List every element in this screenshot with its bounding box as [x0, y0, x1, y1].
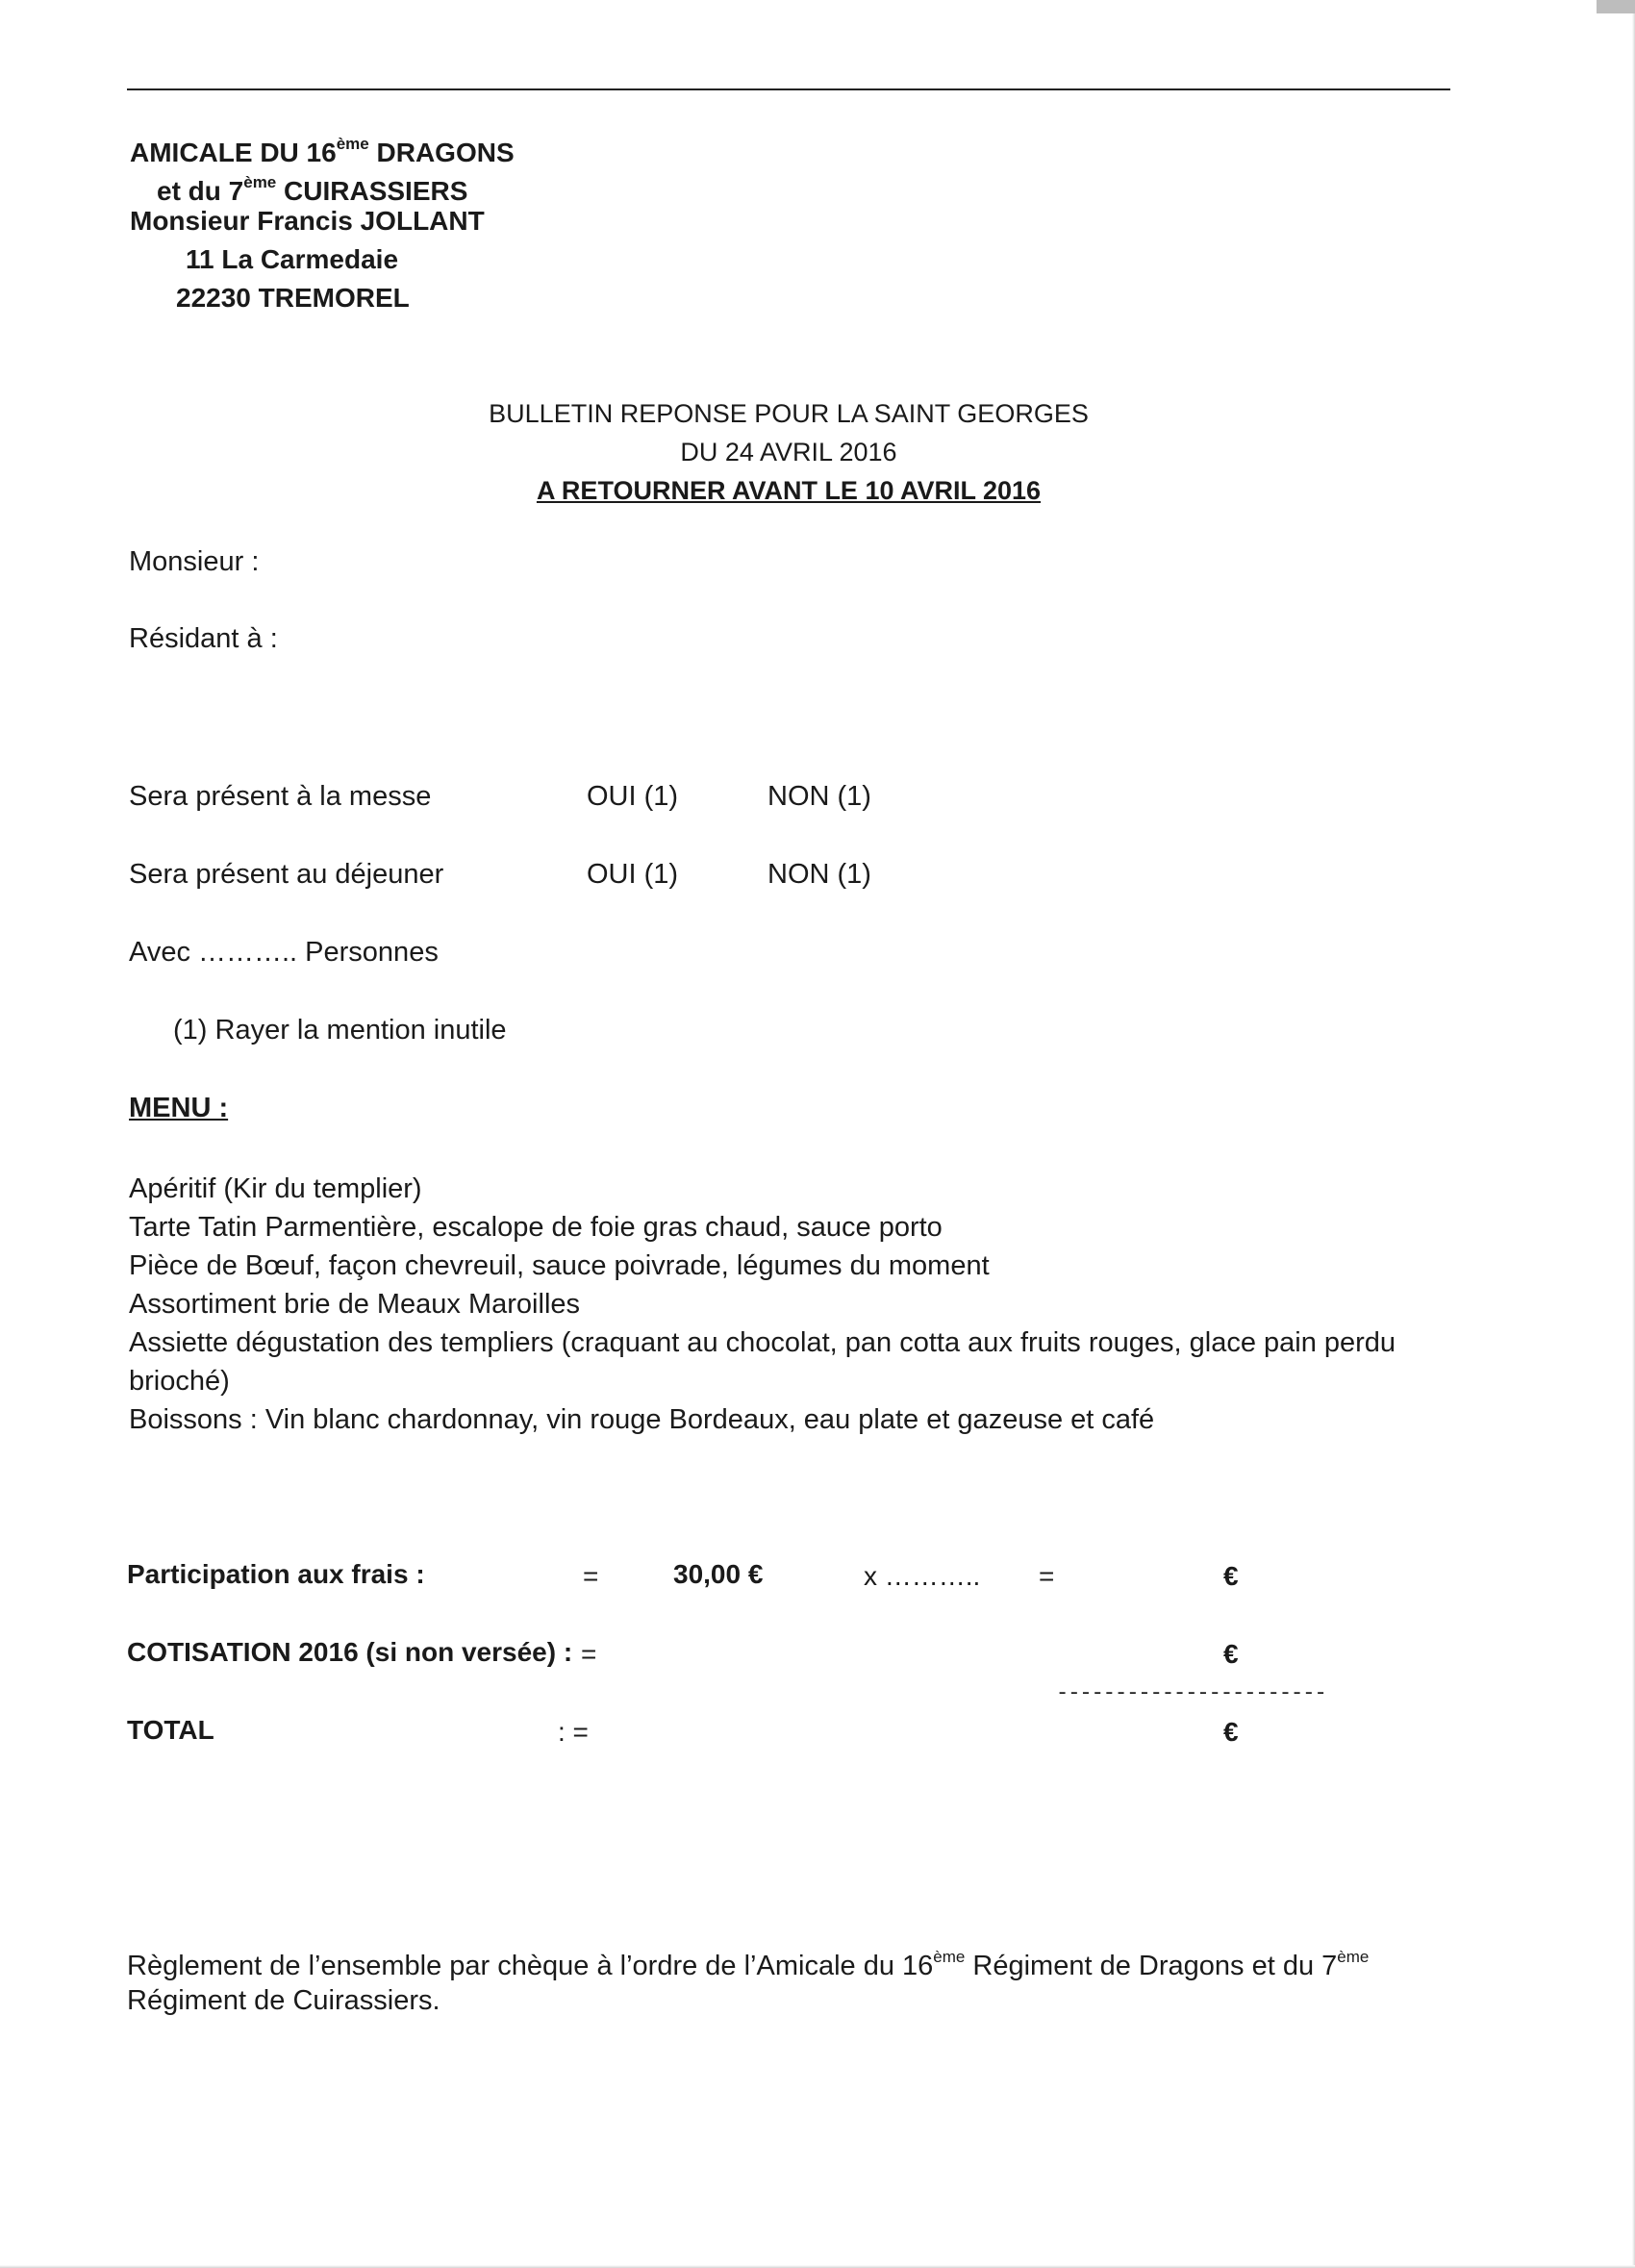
- sender-line-2-sup: ème: [243, 173, 277, 191]
- messe-label: Sera présent à la messe: [129, 781, 432, 812]
- participation-equals: =: [583, 1561, 599, 1591]
- payment-note-text-a: Règlement de l’ensemble par chèque à l’ordre de l’Amicale du 16: [127, 1951, 934, 1981]
- participation-price: 30,00 €: [673, 1559, 764, 1589]
- sender-line-2-text: et du 7: [157, 176, 244, 206]
- menu-item: Apéritif (Kir du templier): [129, 1173, 422, 1204]
- field-monsieur: Monsieur :: [129, 546, 260, 577]
- total-separator: -----------------------: [1056, 1681, 1326, 1705]
- cotisation-euro: €: [1223, 1639, 1239, 1669]
- footnote: (1) Rayer la mention inutile: [173, 1015, 507, 1046]
- menu-item: brioché): [129, 1366, 230, 1397]
- cotisation-label: COTISATION 2016 (si non versée) :: [127, 1637, 573, 1667]
- payment-note-line-1: [127, 1948, 1369, 1982]
- cotisation-equals: =: [581, 1639, 597, 1669]
- dejeuner-non: NON (1): [767, 859, 871, 890]
- dejeuner-oui: OUI (1): [587, 859, 679, 890]
- sender-street: 11 La Carmedaie: [186, 244, 399, 274]
- sender-name: Monsieur Francis JOLLANT: [130, 206, 485, 236]
- participation-label: Participation aux frais :: [127, 1559, 425, 1589]
- payment-note-line-2: Régiment de Cuirassiers.: [127, 1985, 440, 2016]
- dejeuner-label: Sera présent au déjeuner: [129, 859, 444, 890]
- messe-non: NON (1): [767, 781, 871, 812]
- total-equals: : =: [558, 1717, 589, 1747]
- sender-line-2-post: CUIRASSIERS: [276, 176, 468, 206]
- payment-note-text-b: Régiment de Dragons et du 7: [965, 1951, 1338, 1981]
- menu-item: Pièce de Bœuf, façon chevreuil, sauce poivrade, légumes du moment: [129, 1250, 990, 1281]
- menu-title: MENU :: [129, 1093, 229, 1123]
- sender-line-1-text: AMICALE DU 16: [130, 138, 337, 167]
- scan-edge-corner: [1597, 0, 1635, 13]
- menu-item: Assiette dégustation des templiers (craquant au chocolat, pan cotta aux fruits rouges, glace pain perdu: [129, 1327, 1396, 1358]
- menu-item: Tarte Tatin Parmentière, escalope de foie gras chaud, sauce porto: [129, 1212, 943, 1243]
- persons-count: Avec ……….. Personnes: [129, 937, 439, 968]
- sender-line-1-post: DRAGONS: [368, 138, 515, 167]
- messe-oui: OUI (1): [587, 781, 679, 812]
- participation-euro: €: [1223, 1561, 1239, 1591]
- payment-note-sup-1: ème: [933, 1948, 966, 1966]
- sender-city: 22230 TREMOREL: [176, 283, 410, 313]
- payment-note-sup-2: ème: [1337, 1948, 1370, 1966]
- menu-item: Assortiment brie de Meaux Maroilles: [129, 1289, 581, 1320]
- form-title: BULLETIN REPONSE POUR LA SAINT GEORGES: [489, 399, 1089, 428]
- total-euro: €: [1223, 1717, 1239, 1747]
- total-label: TOTAL: [127, 1715, 214, 1745]
- participation-equals-2: =: [1039, 1561, 1055, 1591]
- sender-line-1-sup: ème: [336, 135, 369, 153]
- header-rule: [127, 88, 1450, 90]
- field-residant: Résidant à :: [129, 623, 278, 654]
- participation-multiplier: x ………..: [864, 1561, 981, 1591]
- menu-item: Boissons : Vin blanc chardonnay, vin rouge Bordeaux, eau plate et gazeuse et café: [129, 1404, 1155, 1435]
- form-deadline: A RETOURNER AVANT LE 10 AVRIL 2016: [536, 476, 1042, 505]
- form-date: DU 24 AVRIL 2016: [680, 438, 897, 466]
